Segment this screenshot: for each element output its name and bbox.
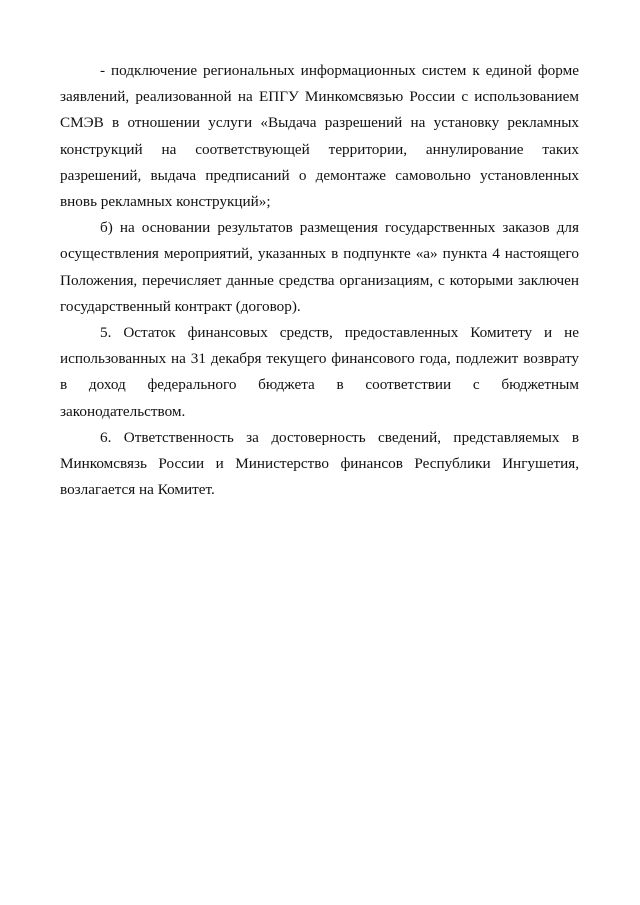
paragraph-item-6: 6. Ответственность за достоверность сведений, представляемых в Минкомсвязь России и Министерство финансов Республики Ингушетия, возлагается на Комитет. [60, 428, 579, 499]
paragraph-subitem-b: б) на основании результатов размещения государственных заказов для осуществления мероприятий, указанных в подпункте «а» пункта 4 настоящего Положения, перечисляет данные средства организациям, с которыми заключен государственный контракт (договор). [60, 219, 579, 315]
document-body [60, 58, 579, 503]
paragraph-regional-systems: - подключение региональных информационных систем к единой форме заявлений, реализованной на ЕПГУ Минкомсвязью России с использованием СМЭВ в отношении услуги «Выдача разрешений на установку рекламных конструкций на соответствующей территории, аннулирование таких разрешений, выдача предписаний о демонтаже самовольно установленных вновь рекламных конструкций»; [60, 62, 579, 211]
paragraph-item-5: 5. Остаток финансовых средств, предоставленных Комитету и не использованных на 31 декабря текущего финансового года, подлежит возврату в доход федерального бюджета в соответствии с бюджетным законодательством. [60, 324, 579, 420]
